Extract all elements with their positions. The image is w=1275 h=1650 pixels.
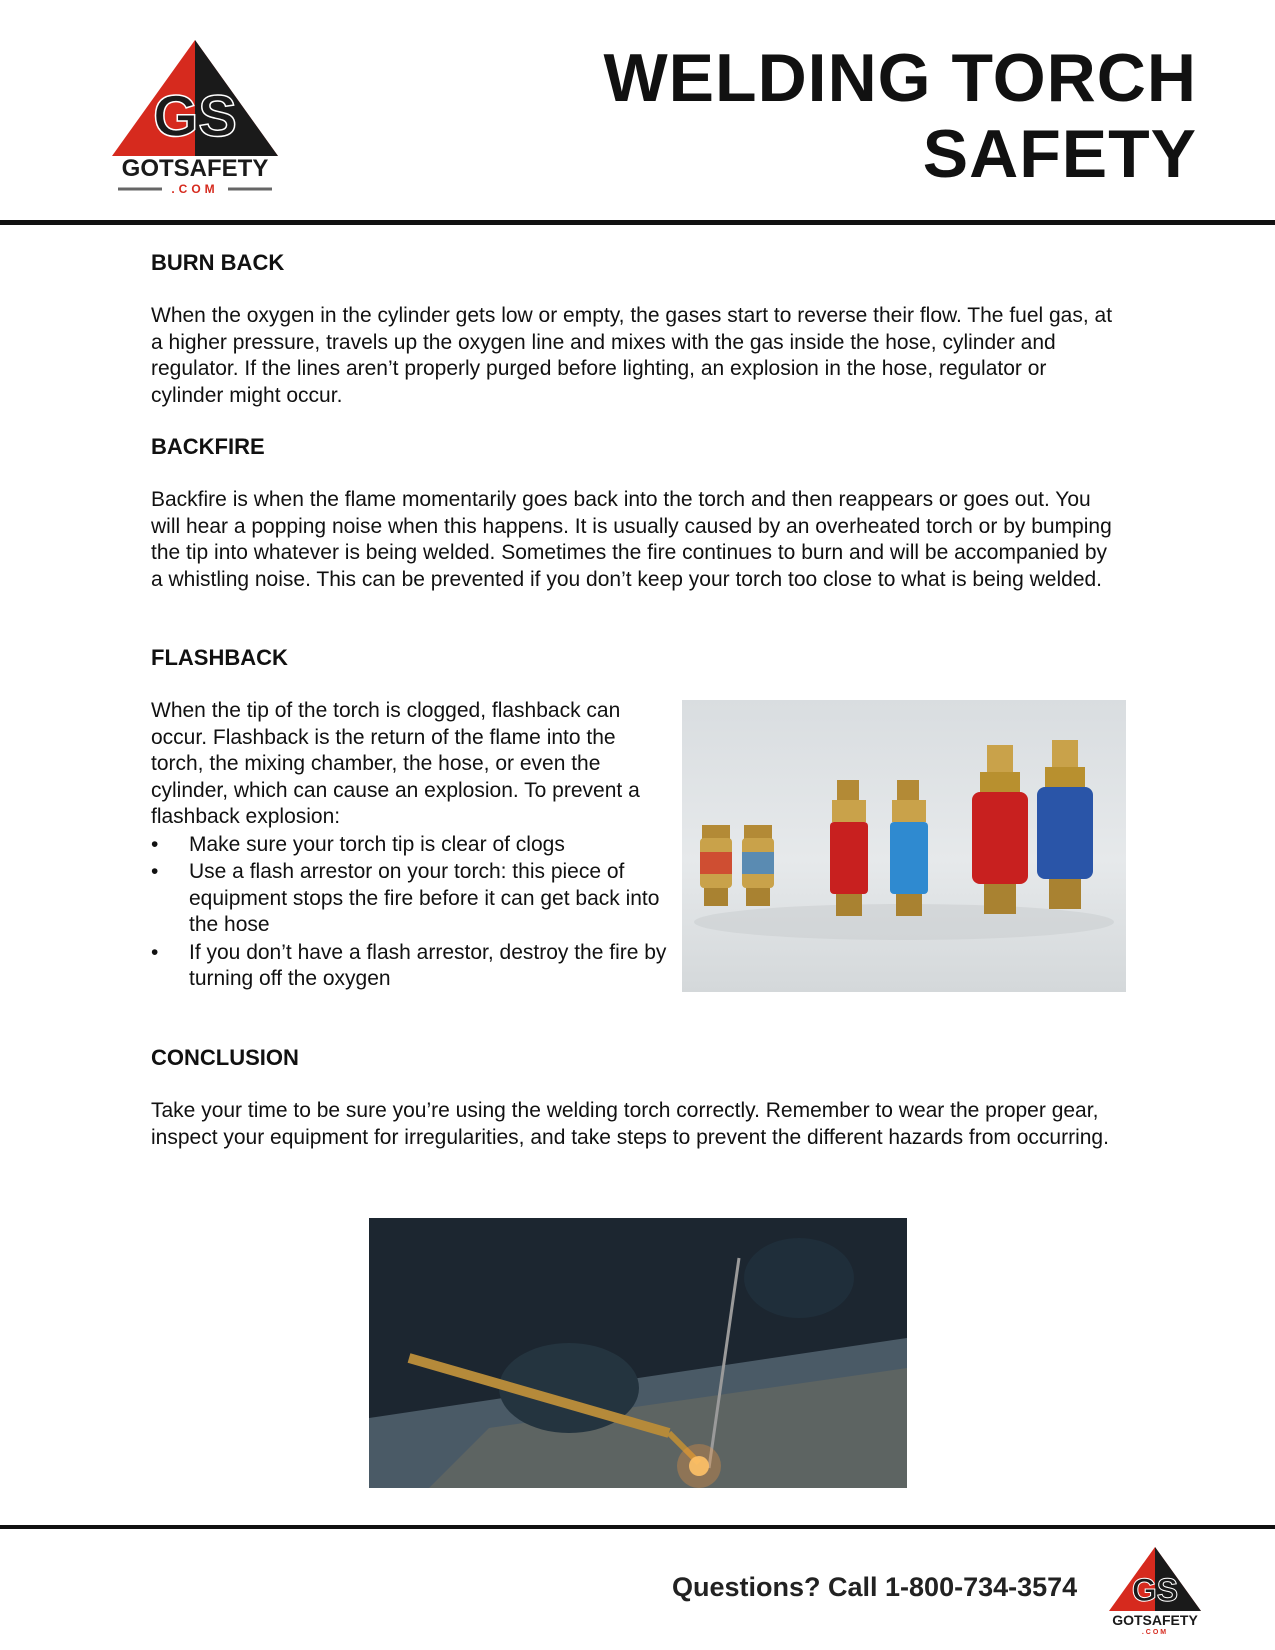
page-title-line1: WELDING TORCH [603,40,1197,116]
list-item: • Make sure your torch tip is clear of clogs [151,832,671,859]
flashback-bullet-list [151,832,671,993]
logo-domain: .COM [171,182,219,194]
section-conclusion [151,1045,1121,1151]
body-conclusion: Take your time to be sure you’re using the welding torch correctly. Remember to wear the proper gear, inspect your equipment for irregularities, and take steps to prevent the different hazards from occurring. [151,1099,1109,1149]
logo-monogram-small: GS [1131,1572,1179,1608]
list-item: • Use a flash arrestor on your torch: this piece of equipment stops the fire before it can get back into the hose [151,859,671,939]
footer-phone-text: Questions? Call 1-800-734-3574 [672,1572,1078,1602]
body-flashback: When the tip of the torch is clogged, flashback can occur. Flashback is the return of the flame into the torch, the mixing chamber, the hose, or even the cylinder, which can cause an explosion. To prevent a flashback explosion: [151,699,640,828]
section-backfire [151,434,1121,593]
page-title-line2: SAFETY [922,116,1197,192]
logo-monogram: GS [153,84,237,149]
list-item: • If you don’t have a flash arrestor, destroy the fire by turning off the oxygen [151,940,671,993]
gotsafety-logo [110,38,280,194]
header-divider [0,220,1275,225]
welding-torch-photo [369,1218,907,1488]
page-title [604,40,1198,192]
logo-domain-small: .COM [1141,1629,1169,1635]
section-burn-back [151,250,1121,409]
heading-backfire: BACKFIRE [151,434,265,459]
logo-brand-name-small: GOTSAFETY [1112,1612,1198,1628]
body-burn-back: When the oxygen in the cylinder gets low or empty, the gases start to reverse their flow. The fuel gas, at a higher pressure, travels up the oxygen line and mixes with the gas inside the hose, cylinder and regulator. If the lines aren’t properly purged before lighting, an explosion in the hose, regulator or cylinder might occur. [151,304,1113,407]
body-backfire: Backfire is when the flame momentarily goes back into the torch and then reappears or goes out. You will hear a popping noise when this happens. It is usually caused by an overheated torch or by bumping the tip into whatever is being welded. Sometimes the fire continues to burn and will be accompanied by a whistling noise. This can be prevented if you don’t keep your torch too close to what is being welded. [151,488,1112,591]
heading-burn-back: BURN BACK [151,250,285,275]
logo-brand-name: GOTSAFETY [121,155,269,182]
gotsafety-logo-small [1107,1545,1203,1635]
flash-arrestors-photo [682,700,1126,992]
heading-flashback: FLASHBACK [151,645,288,670]
footer-divider [0,1525,1275,1529]
heading-conclusion: CONCLUSION [151,1045,299,1070]
